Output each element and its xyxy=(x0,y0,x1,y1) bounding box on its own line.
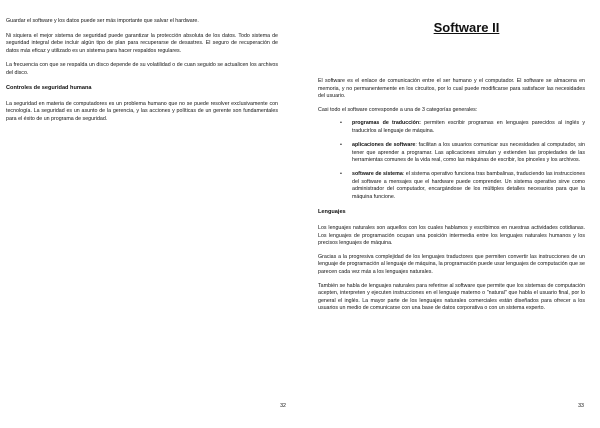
categories-intro: Casi todo el software corresponde a una de 3 categorías generales: xyxy=(318,106,478,113)
categories-list xyxy=(318,120,585,201)
languages-paragraph-2: Gracias a la progresiva complejidad de los lenguajes traductores que permiten convertir las instrucciones de un lenguaje de programación al lenguaje de máquina, la programación puede usar lenguajes de computación que se parecen cada vez más a los lenguajes naturales. xyxy=(318,253,585,275)
list-item xyxy=(340,171,585,201)
page-number-right: 33 xyxy=(578,403,584,409)
languages-paragraph-3: También se habla de lenguajes naturales para referirse al software que permite que los sistemas de computación acepten, interpreten y ejecuten instrucciones en el lenguaje materno o "natural" que habla el usuario final, por lo general el inglés. La mayor parte de los lenguajes naturales comerciales están diseñados para ofrecer a los usuarios un medio de comunicarse con una base de datos corporativa o con un sistema experto. xyxy=(318,282,585,312)
section-heading-human-security: Controles de seguridad humana xyxy=(6,84,92,91)
category-term: aplicaciones de software xyxy=(352,142,416,149)
category-text: permiten escribir programas en lenguajes parecidos al inglés y traducirlos al lenguaje de máquina. xyxy=(352,120,586,134)
left-paragraph-2: Ni siquiera el mejor sistema de seguridad puede garantizar la protección absoluta de los datos. Todo sistema de seguridad integral debe incluir algún tipo de plan para recuperarse de desastres. El seguro de recuperación de datos más eficaz y utilizado es un sistema para hacer respaldos regulares. xyxy=(6,32,278,54)
left-paragraph-1: Guardar el software y los datos puede ser más importante que salvar el hardware. xyxy=(6,18,199,24)
languages-paragraph-1: Los lenguajes naturales son aquellos con los cuales hablamos y escribimos en nuestras actividades cotidianas. Los lenguajes de programación ocupan una posición intermedia entre los lenguajes naturales humanos y los precisos lenguajes de máquina. xyxy=(318,225,585,247)
category-term: software de sistema xyxy=(352,171,403,178)
bullet-icon: • xyxy=(340,171,342,178)
list-item xyxy=(340,142,585,164)
category-term: programas de traducción: xyxy=(352,120,421,127)
category-text: : el sistema operativo funciona tras bambalinas, traduciendo las instrucciones del software a mensajes que el hardware puede comprender. Un sistema operativo sirve como administrador del computador, encargándose de los múltiples detalles necesarios para que la máquina funcione. xyxy=(352,171,585,200)
category-text: : facilitan a los usuarios comunicar sus necesidades al computador, sin tener que aprender a programar. Las aplicaciones simulan y extienden las propiedades de las herramientas comunes de la vida real, como las máquinas de escribir, los pinceles y los archivos. xyxy=(352,142,585,163)
left-paragraph-3: La frecuencia con que se respalda un disco depende de su volatilidad o de cuan seguido se actualicen los archivos del disco. xyxy=(6,62,278,76)
page-title: Software II xyxy=(433,20,500,35)
intro-paragraph: El software es el enlace de comunicación entre el ser humano y el computador. El software se almacena en memoria, y no permanentemente en los circuitos, por lo cual puede modificarse para satisfacer las necesidades del usuario. xyxy=(318,78,585,100)
bullet-icon: • xyxy=(340,142,342,149)
section-heading-languages: Lenguajes xyxy=(318,209,346,216)
page-number-left: 32 xyxy=(280,403,286,409)
left-paragraph-4: La seguridad en materia de computadores es un problema humano que no se puede resolver exclusivamente con tecnología. La seguridad es un asunto de la gerencia, y las acciones y políticas de un gerente son fundamentales para el éxito de un programa de seguridad. xyxy=(6,100,278,122)
right-page xyxy=(300,0,600,428)
bullet-icon: • xyxy=(340,120,342,127)
list-item xyxy=(340,120,585,135)
